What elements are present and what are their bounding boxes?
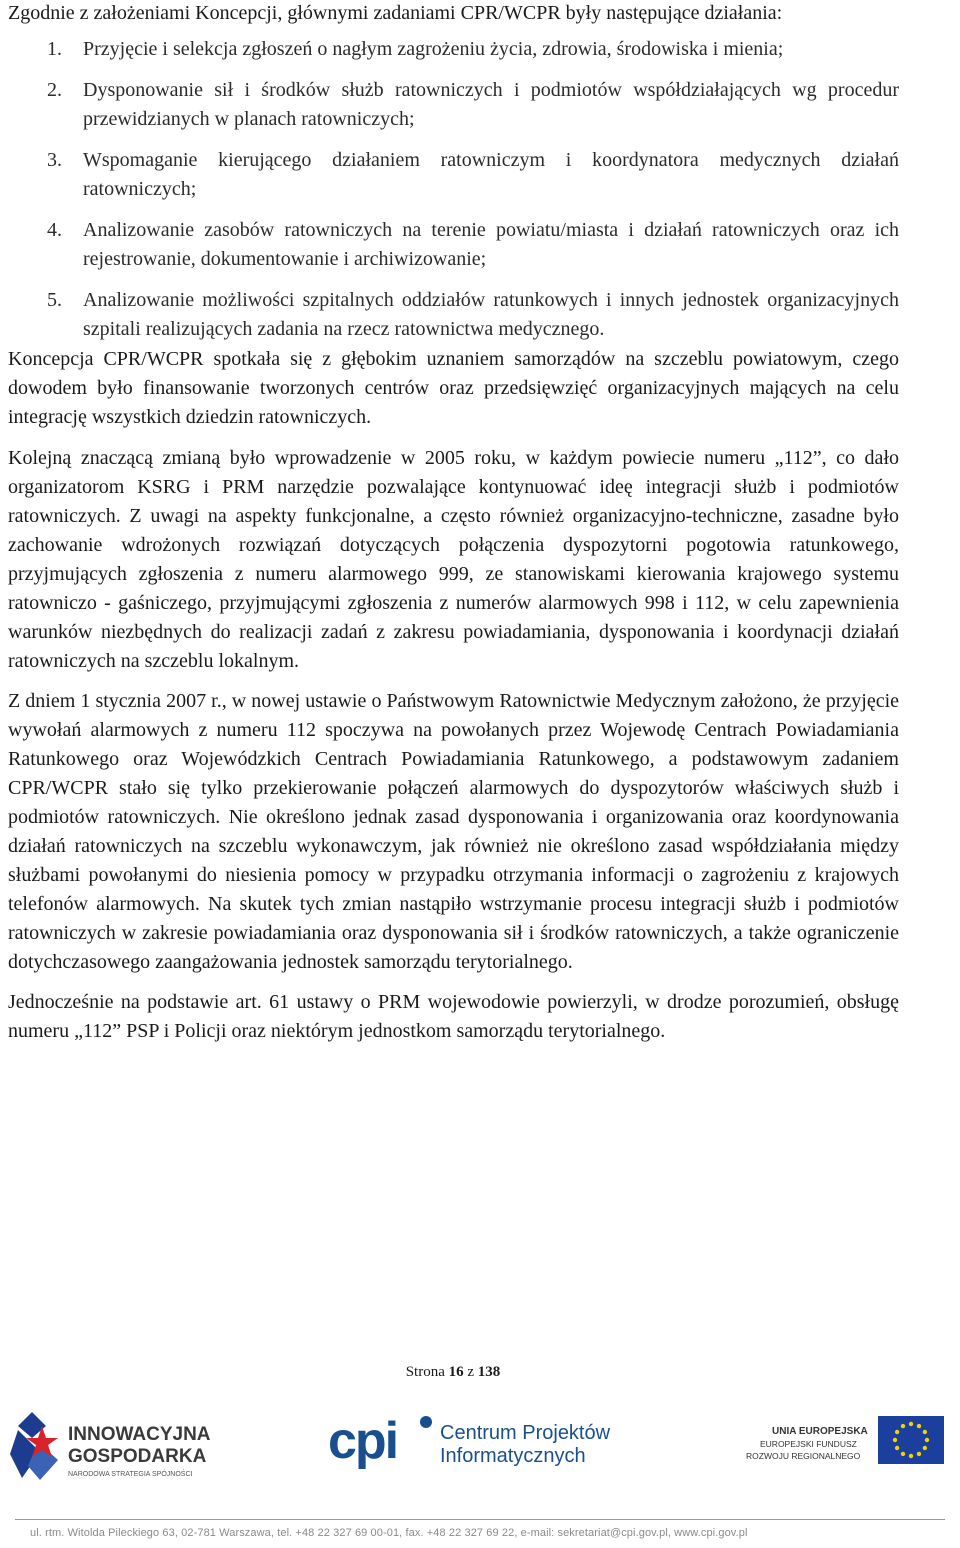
page-number-sep: z [467,1364,475,1380]
list-item [8,286,899,344]
list-item-number: 2. [47,79,62,101]
ig-line2: GOSPODARKA [68,1446,207,1467]
cpi-dot-icon [420,1416,432,1428]
page-number [0,1364,906,1381]
paragraph-ustawa-2007: Z dniem 1 stycznia 2007 r., w nowej ustawie o Państwowym Ratownictwie Medycznym założono, że przyjęcie wywołań alarmowych z numeru 112 spoczywa na powołanych przez Wojewodę Centrach Powiadamiania Ratunkowego oraz Wojewódzkich Centrach Powiadamiania Ratunkowego, a podstawowym zadaniem CPR/WCPR stało się tylko przekierowanie połączeń alarmowych do dyspozytorów właściwych służb i podmiotów ratowniczych. Nie określono jednak zasad dysponowania i organizowania oraz koordynowania działań ratowniczych na szczeblu wykonawczym, jak również nie określono zasad współdziałania między służbami powołanymi do niesienia pomocy w przypadku otrzymania informacji o zagrożeniu z krajowych telefonów alarmowych. Na skutek tych zmian nastąpiło wstrzymanie procesu integracji służb i podmiotów ratowniczych w zakresie powiadamiania oraz dysponowania sił i środków ratowniczych, a także ograniczenie dotychczasowego zaangażowania jednostek samorządu terytorialnego. [8,690,899,973]
list-item-text: Analizowanie możliwości szpitalnych oddziałów ratunkowych i innych jednostek organizacyjnych szpitali realizujących zadania na rzecz ratownictwa medycznego. [83,289,899,340]
footer-divider [15,1519,945,1520]
list-item-number: 5. [47,289,62,311]
ig-line3: NARODOWA STRATEGIA SPÓJNOŚCI [68,1471,193,1478]
paragraph-koncepcja: Koncepcja CPR/WCPR spotkała się z głębokim uznaniem samorządów na szczeblu powiatowym, czego dowodem było finansowanie tworzonych centrów oraz przedsięwzięć organizacyjnych mających na celu integrację wszystkich dziedzin ratowniczych. [8,348,899,428]
list-item-number: 4. [47,219,62,241]
page-number-total: 138 [477,1364,501,1380]
cpi-logo [328,1412,648,1472]
list-item-text: Wspomaganie kierującego działaniem ratowniczym i koordynatora medycznych działań ratowniczych; [83,149,899,200]
page-number-prefix: Strona [405,1364,445,1380]
cpi-line2: Informatycznych [440,1445,586,1467]
footer-address: ul. rtm. Witolda Pileckiego 63, 02-781 Warszawa, tel. +48 22 327 69 00-01, fax. +48 22 327 69 22, e-mail: sekretariat@cpi.gov.pl, www.cpi.gov.pl [30,1527,748,1539]
footer-logos [0,1400,960,1490]
ig-line1: INNOWACYJNA [68,1424,211,1445]
list-item-number: 1. [47,38,62,60]
ue-line3: ROZWOJU REGIONALNEGO [746,1451,861,1461]
list-item-text: Analizowanie zasobów ratowniczych na terenie powiatu/miasta i działań ratowniczych oraz ich rejestrowanie, dokumentowanie i archiwizowanie; [83,219,899,270]
list-item [8,35,899,64]
list-item [8,76,899,134]
intro-paragraph: Zgodnie z założeniami Koncepcji, głównymi zadaniami CPR/WCPR były następujące działania: [8,2,783,24]
list-item-text: Przyjęcie i selekcja zgłoszeń o nagłym zagrożeniu życia, zdrowia, środowiska i mienia; [83,38,784,60]
document-body [8,0,899,1046]
list-item [8,216,899,274]
cpi-logo-mark: cpi [328,1412,398,1470]
page-number-current: 16 [448,1364,464,1380]
list-item-number: 3. [47,149,62,171]
innowacyjna-gospodarka-logo [10,1408,240,1484]
ue-line1: UNIA EUROPEJSKA [772,1426,868,1437]
tasks-list [8,35,899,344]
cpi-line1: Centrum Projektów [440,1422,611,1444]
list-item-text: Dysponowanie sił i środków służb ratowniczych i podmiotów współdziałających wg procedur przewidzianych w planach ratowniczych; [83,79,899,130]
list-item [8,146,899,204]
paragraph-porozumienia: Jednocześnie na podstawie art. 61 ustawy o PRM wojewodowie powierzyli, w drodze porozumień, obsługę numeru „112” PSP i Policji oraz niektórym jednostkom samorządu terytorialnego. [8,991,899,1042]
paragraph-numer-112: Kolejną znaczącą zmianą było wprowadzenie w 2005 roku, w każdym powiecie numeru „112”, co dało organizatorom KSRG i PRM narzędzie pozwalające kontynuować ideę integracji służb i podmiotów ratowniczych. Z uwagi na aspekty funkcjonalne, a często również organizacyjno-techniczne, zasadne było zachowanie wdrożonych rozwiązań dotyczących połączenia dyspozytorni pogotowia ratunkowego, przyjmujących zgłoszenia z numeru alarmowego 999, ze stanowiskami kierowania krajowego systemu ratowniczo - gaśniczego, przyjmującymi zgłoszenia z numerów alarmowych 998 i 112, w celu zapewnienia warunków niezbędnych do realizacji zadań z zakresu powiadamiania, dysponowania i koordynacji działań ratowniczych na szczeblu lokalnym. [8,447,899,672]
unia-europejska-logo [740,1414,950,1470]
ue-line2: EUROPEJSKI FUNDUSZ [760,1439,857,1449]
